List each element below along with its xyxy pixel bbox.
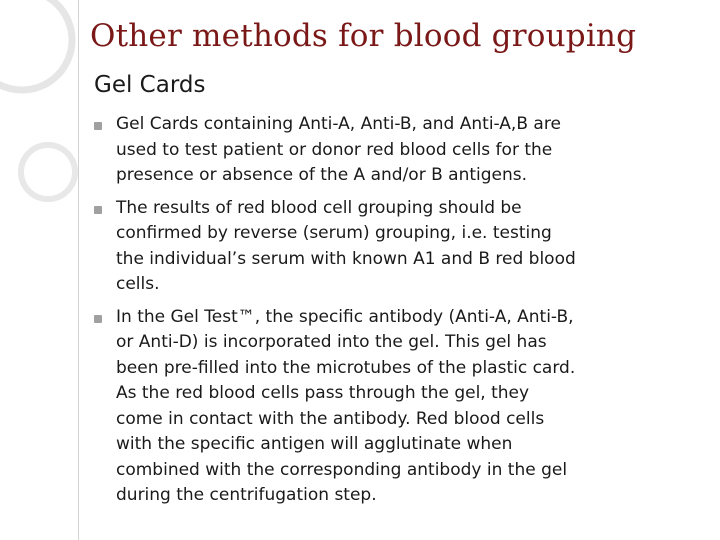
decorative-circles [0, 0, 90, 240]
bullet-icon [94, 206, 102, 214]
vertical-divider [78, 0, 79, 540]
bullet-icon [94, 315, 102, 323]
decorative-circle-small [21, 145, 75, 199]
bullet-item [90, 196, 690, 298]
slide-subtitle: Gel Cards [94, 72, 206, 98]
bullet-text: The results of red blood cell grouping should be confirmed by reverse (serum) grouping, i.e. testing the individual’s serum with known A1 and B red blood cells. [116, 197, 576, 294]
bullet-text: Gel Cards containing Anti-A, Anti-B, and Anti-A,B are used to test patient or donor red blood cells for the presence or absence of the A and/or B antigens. [116, 114, 561, 185]
decorative-circle-large [0, 0, 72, 90]
bullet-list [90, 112, 690, 516]
bullet-icon [94, 122, 102, 130]
bullet-item [90, 305, 690, 509]
bullet-text: In the Gel Test™, the specific antibody (Anti-A, Anti-B, or Anti-D) is incorporated into the gel. This gel has been pre-filled into the microtubes of the plastic card. As the red blood cells pass through the gel, they come in contact with the antibody. Red blood cells with the specific antigen will agglutinate when combined with the corresponding antibody in the gel during the centrifugation step. [116, 306, 576, 505]
slide-title: Other methods for blood grouping [90, 18, 637, 54]
bullet-item [90, 112, 690, 189]
